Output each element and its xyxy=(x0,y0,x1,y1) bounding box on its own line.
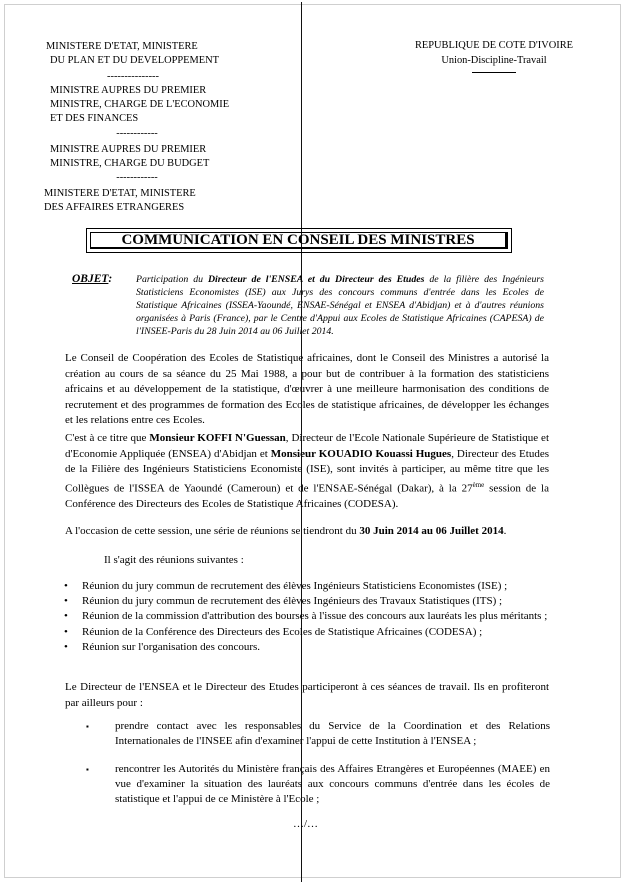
list-item xyxy=(64,579,550,594)
separator: ------------ xyxy=(116,128,158,139)
p2-text-a: C'est à ce titre que xyxy=(65,432,150,444)
list-item xyxy=(64,625,550,640)
objet-label xyxy=(72,273,112,285)
list-item-text: Réunion sur l'organisation des concours. xyxy=(82,640,261,653)
square-bullet-icon: ▪ xyxy=(86,722,89,731)
document-title: COMMUNICATION EN CONSEIL DES MINISTRES xyxy=(90,232,508,249)
ministry-economie-line-1: MINISTRE AUPRES DU PREMIER xyxy=(50,85,207,96)
republic-name: REPUBLIQUE DE COTE D'IVOIRE xyxy=(414,40,573,51)
ministry-economie-line-2: MINISTRE, CHARGE DE L'ECONOMIE xyxy=(50,99,230,111)
ministry-budget-line-1: MINISTRE AUPRES DU PREMIER xyxy=(50,144,207,155)
republic-block xyxy=(396,39,592,73)
objet-text xyxy=(136,273,544,338)
bullet-icon: • xyxy=(64,625,68,638)
ministry-economie-line-3: ET DES FINANCES xyxy=(50,113,139,125)
ministry-budget-line-2: MINISTRE, CHARGE DU BUDGET xyxy=(50,158,210,170)
name-koffi: Monsieur KOFFI N'Guessan xyxy=(149,432,286,444)
p2-text-b: , Directeur de l'Ecole Nationale Supérieure de Statistique et d'Economie Appliquée (ENSEA) d'Abidjan et xyxy=(65,432,550,460)
list-item xyxy=(64,594,550,609)
p2-text-d: session de la Conférence des Directeurs des Ecoles de Statistique Africaines (CODESA). xyxy=(65,482,549,511)
paragraph-directors: Le Directeur de l'ENSEA et le Directeur des Etudes participeront à ces séances de travail. Ils en profiteront par ailleurs pour : xyxy=(65,681,549,709)
list-item-text: Réunion de la commission d'attribution des bourses à l'issue des concours aux lauréats les plus méritants ; xyxy=(82,610,548,623)
separator: ------------ xyxy=(116,172,158,183)
list-item-text: Réunion de la Conférence des Directeurs des Ecoles de Statistique Africaines (CODESA) ; xyxy=(82,625,483,638)
list-item xyxy=(86,719,550,749)
bullet-icon: • xyxy=(64,580,68,592)
list-item xyxy=(64,640,550,655)
paragraph-conseil: Le Conseil de Coopération des Ecoles de Statistique africaines, dont le Conseil des Ministres a autorisé la création au cours de sa séance du 25 Mai 1988, a pour but de contribuer à la formation des statisticiens africains et au développement de la statistique, d'œuvrer à une meilleure harmonisation des conditions de recrutement et des programmes de formation des Ecoles de statistique africaines, de développer les échanges et les relations entre ces Ecoles. xyxy=(65,352,549,427)
actions-list-2 xyxy=(86,762,550,808)
list-item-text: Réunion du jury commun de recrutement des élèves Ingénieurs des Travaux Statistiques (ITS) ; xyxy=(82,595,503,608)
list-item xyxy=(86,762,550,808)
separator: --------------- xyxy=(107,71,159,82)
square-bullet-icon: ▪ xyxy=(86,765,89,774)
republic-motto: Union-Discipline-Travail xyxy=(441,54,547,66)
p3-text-a: A l'occasion de cette session, une série de réunions se tiendront du xyxy=(65,525,360,537)
ministry-plan-line-2: DU PLAN ET DU DEVELOPPEMENT xyxy=(50,55,219,67)
bullet-icon: • xyxy=(64,595,68,608)
objet-bold: Directeur de l'ENSEA et du Directeur des Etudes xyxy=(207,274,425,285)
bullet-icon: • xyxy=(64,610,68,623)
ministry-ae-line-1: MINISTERE D'ETAT, MINISTERE xyxy=(44,188,196,199)
motto-underline xyxy=(472,72,516,73)
meetings-intro: Il s'agit des réunions suivantes : xyxy=(104,554,244,566)
session-dates: 30 Juin 2014 au 06 Juillet 2014 xyxy=(359,525,504,537)
meetings-list xyxy=(64,579,550,655)
ministry-ae-line-2: DES AFFAIRES ETRANGERES xyxy=(44,202,185,214)
list-item-text: rencontrer les Autorités du Ministère français des Affaires Etrangères et Européennes (MAEE) en vue d'examiner la situation des lauréats aux concours communs d'entrée dans les écoles de statistique et l'appui de ce Ministère à l'Ecole ; xyxy=(115,763,550,806)
p3-text-b: . xyxy=(503,525,507,537)
objet-colon: : xyxy=(108,273,113,285)
bullet-icon: • xyxy=(64,640,68,653)
list-item-text: Réunion du jury commun de recrutement des élèves Ingénieurs Statisticiens Economistes (ISE) ; xyxy=(82,580,508,592)
list-item xyxy=(64,609,550,624)
title-frame xyxy=(86,228,512,253)
ministry-affaires-etrangeres xyxy=(44,187,196,215)
list-item-text: prendre contact avec les responsables du Service de la Coordination et des Relations Internationales de l'INSEE afin d'examiner l'appui de cette Institution à l'ENSEA ; xyxy=(115,720,550,748)
objet-text-end: de la filière des Ingénieurs Statisticiens Economistes (ISE) aux Jurys des concours communs d'entrée dans les Ecoles de Statistique Africaines (ISSEA-Yaoundé, ENSAE-Sénégal et ENSEA d'Abidjan) et à d'autres réunions organisées à Paris (France), par le Centre d'Appui aux Ecoles de Statistique Africaines (CAPESA) de l'INSEE-Paris du 28 Juin 2014 au 06 Juillet 2014. xyxy=(136,274,544,337)
ministry-plan-line-1: MINISTERE D'ETAT, MINISTERE xyxy=(46,41,198,52)
name-kouadio: Monsieur KOUADIO Kouassi Hugues xyxy=(270,447,452,460)
objet-text-start: Participation du xyxy=(136,274,208,285)
paragraph-participants xyxy=(65,431,549,513)
continuation-mark: …/… xyxy=(293,818,319,830)
ministry-plan xyxy=(46,40,219,68)
paragraph-session xyxy=(65,524,549,540)
ministry-budget xyxy=(50,143,209,171)
p2-text-c: , Directeur des Etudes de la Filière des Ingénieurs Statisticiens Economiste (ISE), sont invités à participer, au même titre que les Collègues de l'ISSEA de Yaoundé (Cameroun) et de l'ENSAE-Sénégal (Dakar), à la 27 xyxy=(65,447,549,495)
actions-list-1 xyxy=(86,719,550,749)
ordinal-suffix: ème xyxy=(472,480,485,489)
ministry-economie xyxy=(50,84,229,127)
objet-label-text: OBJET xyxy=(72,273,109,285)
